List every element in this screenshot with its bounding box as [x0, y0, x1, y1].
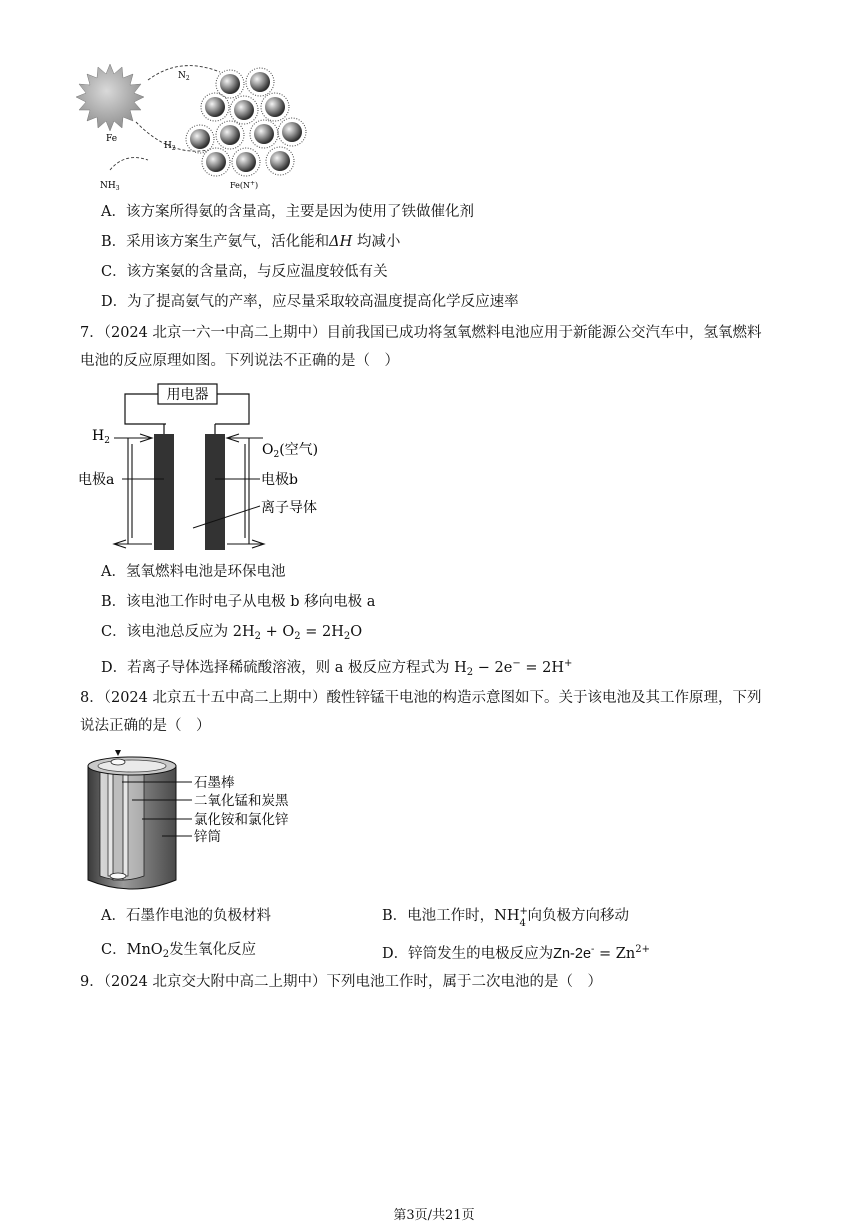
nh3-label: $NH_3$	[100, 181, 120, 192]
q8-option-a[interactable]: A．石墨作电池的负极材料	[101, 908, 271, 924]
nh3-path-arrow	[110, 158, 148, 170]
h2-label: $H_2$	[164, 141, 176, 152]
fe-catalyst-icon	[76, 64, 144, 131]
q8-stem-line2: 说法正确的是（ ）	[80, 718, 211, 734]
fe-atom-ball	[265, 97, 285, 117]
fe-atom-ball	[234, 100, 254, 120]
fe-atom-ball	[282, 122, 302, 142]
dry-cell-figure	[82, 748, 312, 896]
mno2-label: 二氧化锰和炭黑	[194, 793, 289, 809]
fe-atom-ball	[220, 74, 240, 94]
q6-option-b[interactable]: B．采用该方案生产氨气，活化能和ΔH 均减小	[101, 234, 401, 250]
q6-option-a[interactable]: A．该方案所得氨的含量高，主要是因为使用了铁做催化剂	[101, 204, 474, 220]
q8-option-b[interactable]: B．电池工作时，NH + 4 向负极方向移动	[382, 906, 629, 929]
q6-option-d[interactable]: D．为了提高氨气的产率，应尽量采取较高温度提高化学反应速率	[101, 294, 519, 310]
fuel-cell-figure	[78, 378, 348, 556]
fe-atom-ball	[254, 124, 274, 144]
electrode-b-label: 电极b	[261, 472, 298, 488]
device-label: 用电器	[166, 387, 209, 403]
fe-atom-ball	[220, 125, 240, 145]
electrode-a-plate	[154, 434, 174, 550]
graphite-rod	[113, 762, 123, 880]
fe-atom-ball	[190, 129, 210, 149]
q8-option-c[interactable]: C．MnO$_2$发生氧化反应	[101, 942, 257, 960]
q6-option-c[interactable]: C．该方案氨的含量高，与反应温度较低有关	[101, 264, 388, 280]
ammonia-catalysis-figure	[70, 62, 320, 197]
q7-option-b[interactable]: B．该电池工作时电子从电极 b 移向电极 a	[101, 594, 376, 610]
q7-stem-line1: 7．（2024 北京一六一中高二上期中）目前我国已成功将氢氧燃料电池应用于新能源公交汽车中，氢氧燃料	[80, 325, 762, 341]
o2-inlet-label: $O_2$(空气)	[262, 442, 319, 460]
q8-option-d[interactable]: D．锌筒发生的电极反应为$Zn-2e^- = Zn^{2+}$	[382, 944, 650, 962]
q7-option-a[interactable]: A．氢氧燃料电池是环保电池	[101, 564, 286, 580]
q8-stem-line1: 8．（2024 北京五十五中高二上期中）酸性锌锰干电池的构造示意图如下。关于该电池及其工作原理，下列	[80, 690, 762, 706]
fe-atom-ball	[250, 72, 270, 92]
q7-option-d[interactable]: D．若离子导体选择稀硫酸溶液，则 a 极反应方程式为 $H_2 - 2e^- = 2H^+$	[101, 658, 573, 678]
electrolyte-label: 氯化铵和氯化锌	[194, 812, 289, 828]
zinc-can-label: 锌筒	[194, 829, 221, 845]
ion-conductor-label: 离子导体	[261, 500, 317, 516]
fe-atom-ball	[206, 152, 226, 172]
graphite-label: 石墨棒	[194, 775, 235, 791]
q7-option-c[interactable]: C．该电池总反应为 $2H_2 + O_2 = 2H_2O$	[101, 624, 363, 642]
fe-atom-ball	[270, 151, 290, 171]
fe-atom-ball	[205, 97, 225, 117]
q9-stem-line1: 9．（2024 北京交大附中高二上期中）下列电池工作时，属于二次电池的是（ ）	[80, 974, 602, 990]
electrode-a-label: 电极a	[78, 472, 115, 488]
fe-nitride-cluster-icon	[186, 68, 306, 176]
fe-label: Fe	[106, 134, 118, 144]
electrode-b-plate	[205, 434, 225, 550]
page-number: 第3页/共21页	[393, 1208, 475, 1223]
n2-label: $N_2$	[178, 71, 190, 82]
fe-atom-ball	[236, 152, 256, 172]
q7-stem-line2: 电池的反应原理如图。下列说法不正确的是（ ）	[80, 353, 399, 369]
fe-n-label: Fe(N+)	[230, 180, 259, 190]
h2-inlet-label: $H_2$	[92, 428, 110, 446]
